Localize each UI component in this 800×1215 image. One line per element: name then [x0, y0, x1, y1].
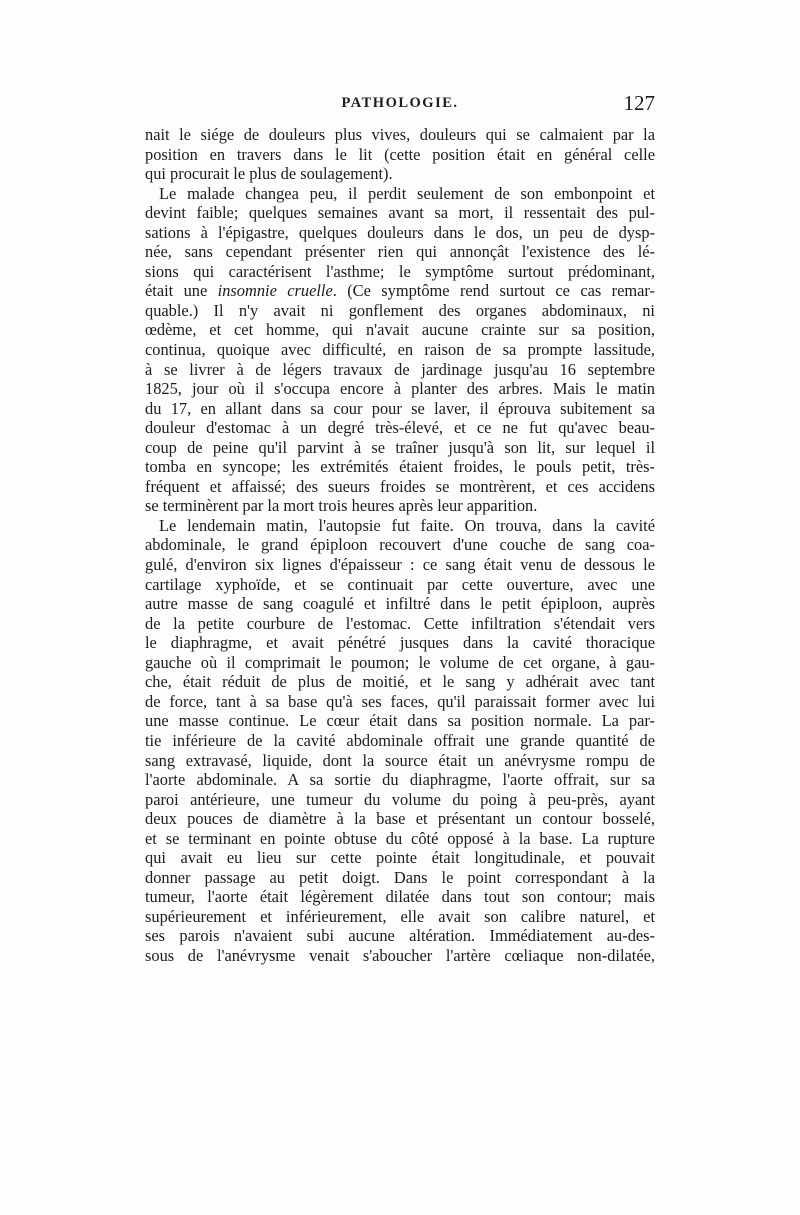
text-fragment: . (Ce symptôme rend surtout ce cas remar- — [332, 281, 655, 301]
text-line: sations à l'épigastre, quelques douleurs dans le dos, un peu de dysp- — [145, 222, 655, 242]
text-line: sions qui caractérisent l'asthme; le symptôme surtout prédominant, — [145, 261, 655, 281]
text-line: deux pouces de diamètre à la base et présentant un contour bosselé, — [145, 809, 655, 829]
text-fragment: était une — [145, 281, 208, 301]
text-line: œdème, et cet homme, qui n'avait aucune crainte sur sa position, — [145, 320, 655, 340]
text-line: Le lendemain matin, l'autopsie fut faite. On trouva, dans la cavité — [159, 515, 655, 535]
text-line: donner passage au petit doigt. Dans le point correspondant à la — [145, 867, 655, 887]
text-line: sang extravasé, liquide, dont la source était un anévrysme rompu de — [145, 750, 655, 770]
text-line: qui avait eu lieu sur cette pointe était longitudinale, et pouvait — [145, 848, 655, 868]
text-line: et se terminant en pointe obtuse du côté opposé à la base. La rupture — [145, 828, 655, 848]
text-line: à se livrer à de légers travaux de jardinage jusqu'au 16 septembre — [145, 359, 655, 379]
body-text — [145, 125, 655, 966]
text-line: supérieurement et inférieurement, elle avait son calibre naturel, et — [145, 906, 655, 926]
running-title: PATHOLOGIE. — [341, 95, 459, 111]
text-line: Le malade changea peu, il perdit seulement de son embonpoint et — [159, 183, 655, 203]
text-line: douleur d'estomac à un degré très-élevé, et ce ne fut qu'avec beau- — [145, 418, 655, 438]
text-line: tomba en syncope; les extrémités étaient froides, le pouls petit, très- — [145, 457, 655, 477]
text-line: quable.) Il n'y avait ni gonflement des organes abdominaux, ni — [145, 300, 655, 320]
text-line: le diaphragme, et avait pénétré jusques dans la cavité thoracique — [145, 633, 655, 653]
text-line: position en travers dans le lit (cette position était en général celle — [145, 144, 655, 164]
text-line: née, sans cependant présenter rien qui annonçât l'existence des lé- — [145, 242, 655, 262]
text-line: continua, quoique avec difficulté, en raison de sa prompte lassitude, — [145, 340, 655, 360]
page-number: 127 — [623, 91, 655, 115]
text-line: une masse continue. Le cœur était dans sa position normale. La par- — [145, 711, 655, 731]
text-line: cartilage xyphoïde, et se continuait par cette ouverture, avec une — [145, 574, 655, 594]
text-line: autre masse de sang coagulé et infiltré dans le petit épiploon, auprès — [145, 594, 655, 614]
text-line: 1825, jour où il s'occupa encore à planter des arbres. Mais le matin — [145, 379, 655, 399]
text-line: l'aorte abdominale. A sa sortie du diaphragme, l'aorte offrait, sur sa — [145, 770, 655, 790]
text-line: nait le siége de douleurs plus vives, douleurs qui se calmaient par la — [145, 125, 655, 144]
text-line: gauche où il comprimait le poumon; le volume de cet organe, à gau- — [145, 652, 655, 672]
italic-phrase: insomnie cruelle — [217, 281, 333, 301]
text-line: qui procurait le plus de soulagement). — [145, 164, 393, 184]
text-line: paroi antérieure, une tumeur du volume du poing à peu-près, ayant — [145, 789, 655, 809]
text-line: coup de peine qu'il parvint à se traîner jusqu'à son lit, sur lequel il — [145, 437, 655, 457]
text-line: abdominale, le grand épiploon recouvert d'une couche de sang coa- — [145, 535, 655, 555]
text-line: gulé, d'environ six lignes d'épaisseur : ce sang était venu de dessous le — [145, 555, 655, 575]
text-line: de force, tant à sa base qu'à ses faces, qu'il paraissait former avec lui — [145, 691, 655, 711]
text-line — [145, 281, 655, 301]
text-line: ses parois n'avaient subi aucune altération. Immédiatement au-des- — [145, 926, 655, 946]
text-line: tumeur, l'aorte était légèrement dilatée dans tout son contour; mais — [145, 887, 655, 907]
text-line: devint faible; quelques semaines avant sa mort, il ressentait des pul- — [145, 203, 655, 223]
text-line: che, était réduit de plus de moitié, et le sang y adhérait avec tant — [145, 672, 655, 692]
page-header — [145, 91, 655, 121]
text-line: se terminèrent par la mort trois heures après leur apparition. — [145, 496, 538, 516]
text-line: de la petite courbure de l'estomac. Cette infiltration s'étendait vers — [145, 613, 655, 633]
text-line: sous de l'anévrysme venait s'aboucher l'artère cœliaque non-dilatée, — [145, 945, 655, 965]
text-line: tie inférieure de la cavité abdominale offrait une grande quantité de — [145, 730, 655, 750]
text-line: fréquent et affaissé; des sueurs froides se montrèrent, et ces accidens — [145, 476, 655, 496]
text-line: du 17, en allant dans sa cour pour se laver, il éprouva subitement sa — [145, 398, 655, 418]
